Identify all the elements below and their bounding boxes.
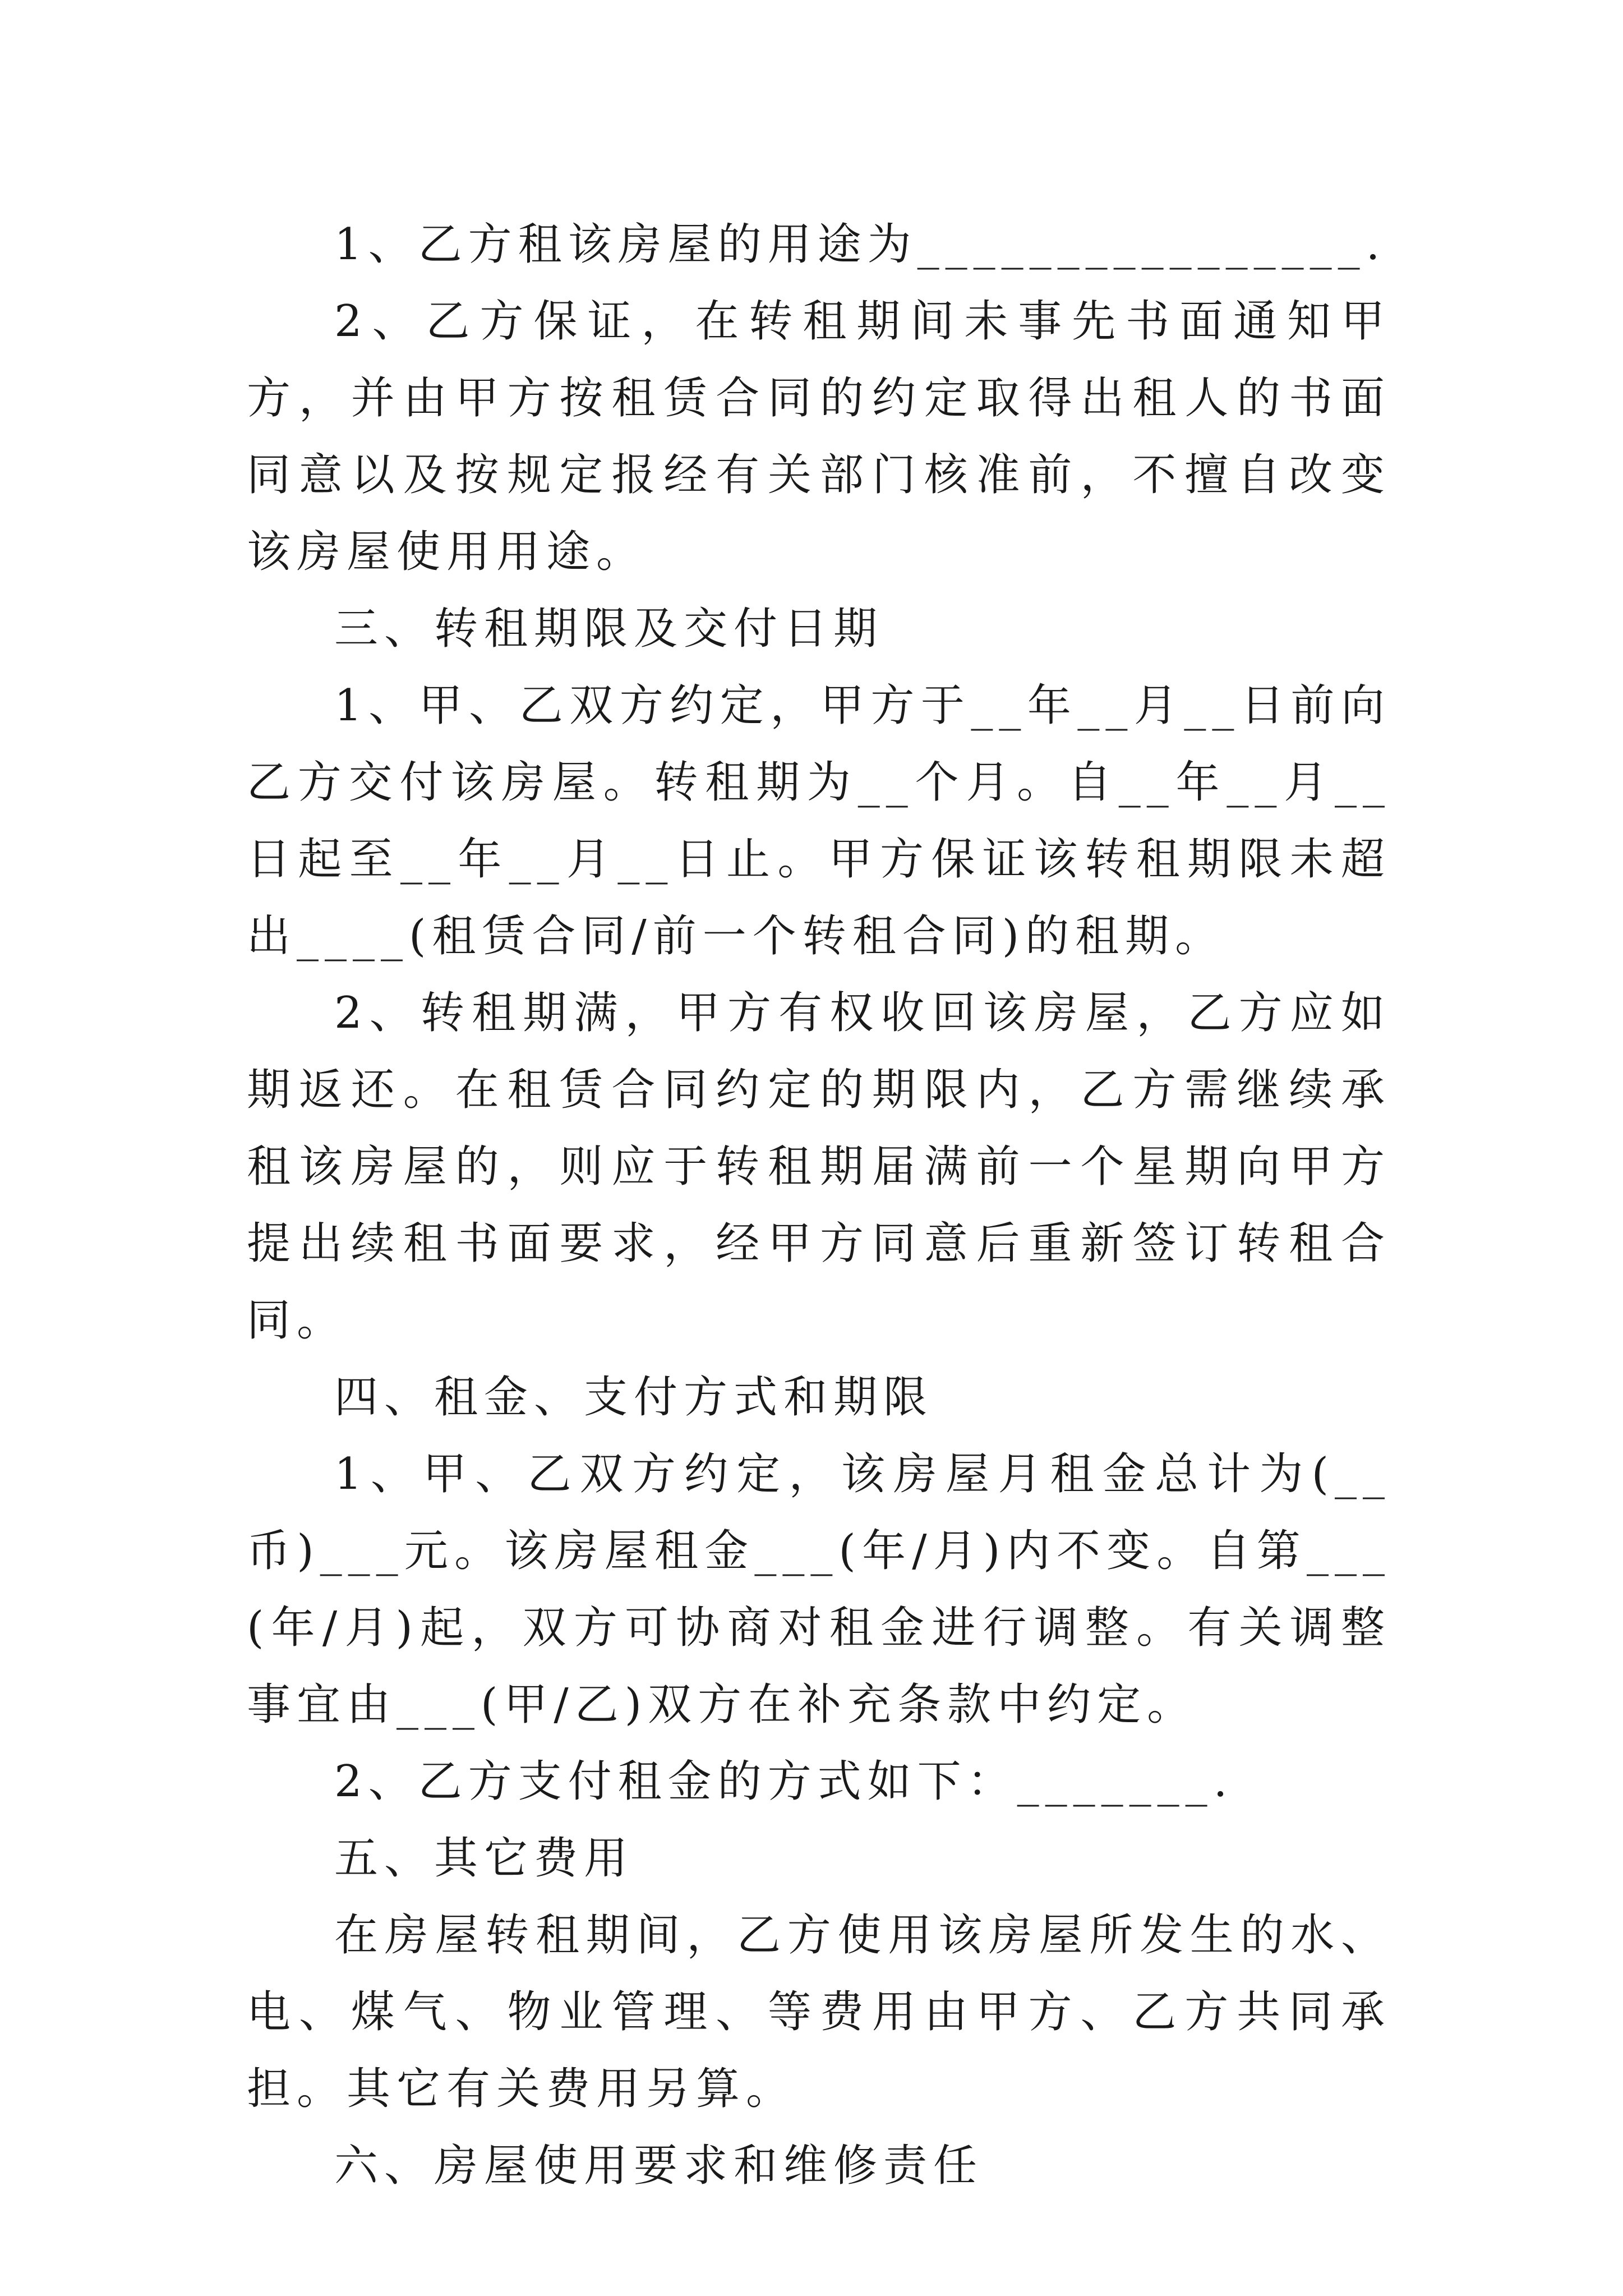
document-body (247, 206, 1391, 2205)
section-heading-maintenance: 六、房屋使用要求和维修责任 (334, 2141, 984, 2191)
section-heading-term: 三、转租期限及交付日期 (334, 604, 884, 654)
clause-term-delivery: 1、甲、乙双方约定，甲方于__年__月__日前向乙方交付该房屋。转租期为__个月。自__年__月__日起至__年__月__日止。甲方保证该转租期限未超出____(租赁合同/前一个转租合同)的租期。 (247, 680, 1391, 961)
clause-rent-payment: 2、乙方支付租金的方式如下：_______. (334, 1756, 1234, 1807)
clause-other-fees: 在房屋转租期间，乙方使用该房屋所发生的水、电、煤气、物业管理、等费用由甲方、乙方共同承担。其它有关费用另算。 (247, 1910, 1391, 2114)
section-heading-rent: 四、租金、支付方式和期限 (334, 1372, 934, 1423)
clause-usage-purpose: 1、乙方租该房屋的用途为________________. (334, 219, 1386, 270)
clause-usage-guarantee: 2、乙方保证，在转租期间未事先书面通知甲方，并由甲方按租赁合同的约定取得出租人的书面同意以及按规定报经有关部门核准前，不擅自改变该房屋使用用途。 (247, 296, 1391, 577)
clause-rent-amount: 1、甲、乙双方约定，该房屋月租金总计为(__币)___元。该房屋租金___(年/月)内不变。自第___(年/月)起，双方可协商对租金进行调整。有关调整事宜由___(甲/乙)双方在补充条款中约定。 (247, 1449, 1391, 1730)
section-heading-other-fees: 五、其它费用 (334, 1833, 634, 1884)
clause-term-expiry: 2、转租期满，甲方有权收回该房屋，乙方应如期返还。在租赁合同约定的期限内，乙方需继续承租该房屋的，则应于转租期届满前一个星期向甲方提出续租书面要求，经甲方同意后重新签订转租合同。 (247, 988, 1391, 1346)
